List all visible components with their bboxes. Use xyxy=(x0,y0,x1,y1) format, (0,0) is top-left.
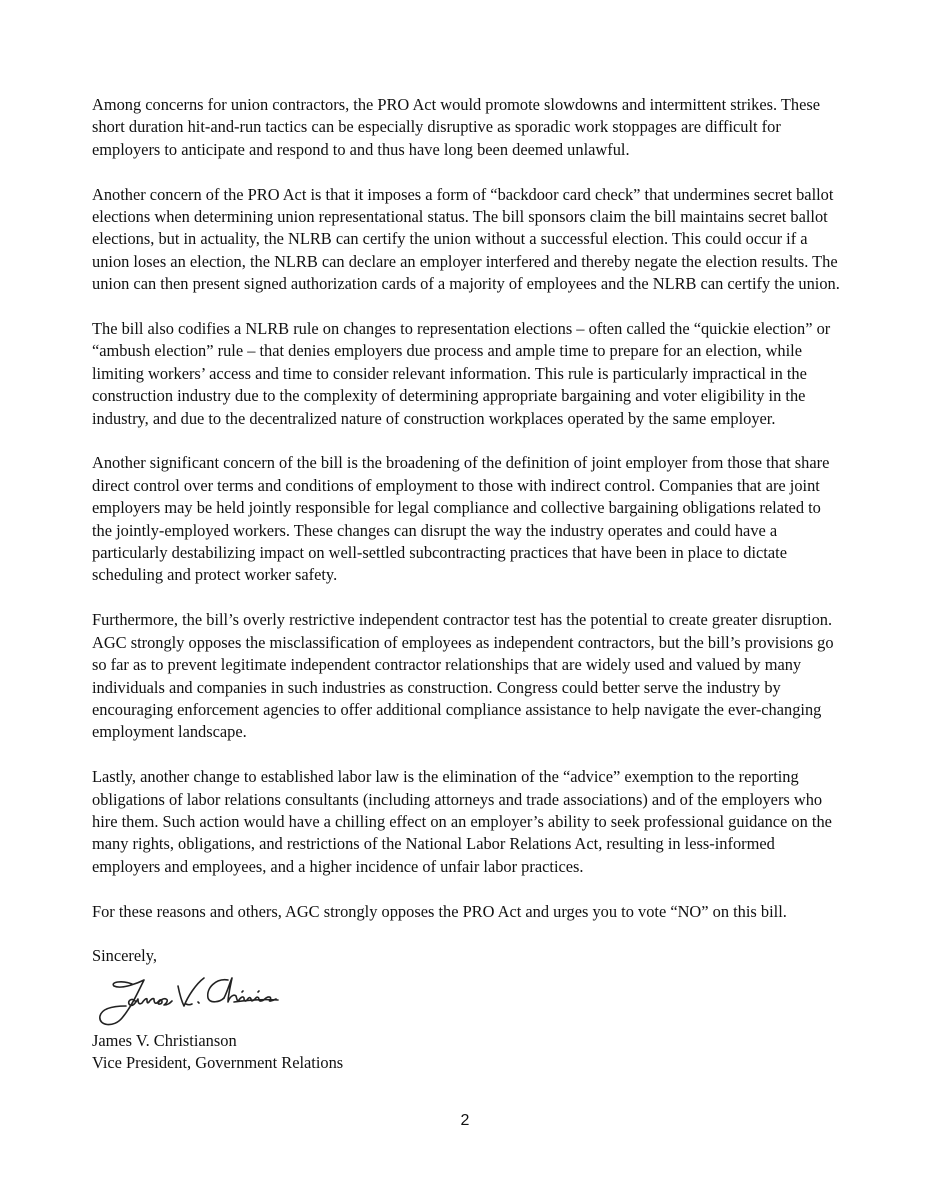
closing-salutation: Sincerely, xyxy=(92,946,157,966)
paragraph-joint-employer: Another significant concern of the bill is the broadening of the definition of joint employer from those that share direct control over terms and conditions of employment to those with indirect control. Companies that are joint employers may be held jointly responsible for legal compliance and collective bargaining obligations related to the jointly-employed workers. These changes can disrupt the way the industry operates and could have a particularly destabilizing impact on well-settled subcontracting practices that have been in place to dictate scheduling and protect worker safety. xyxy=(92,453,830,585)
paragraph-ambush-election: The bill also codifies a NLRB rule on changes to representation elections – often called the “quickie election” or “ambush election” rule – that denies employers due process and ample time to prepare for an election, while limiting workers’ access and time to consider relevant information. This rule is particularly impractical in the construction industry due to the complexity of determining appropriate bargaining and voter eligibility in the industry, and due to the decentralized nature of construction workplaces operated by the same employer. xyxy=(92,319,831,428)
signer-title: Vice President, Government Relations xyxy=(92,1053,344,1073)
page-number: 2 xyxy=(460,1112,470,1129)
handwritten-signature xyxy=(92,972,282,1030)
signer-name: James V. Christianson xyxy=(92,1030,237,1050)
letter-body xyxy=(92,94,842,1075)
paragraph-advice-exemption: Lastly, another change to established labor law is the elimination of the “advice” exemption to the reporting obligations of labor relations consultants (including attorneys and trade associations) and of the employers who hire them. Such action would have a chilling effect on an employer’s ability to seek professional guidance on the many rights, obligations, and restrictions of the National Labor Relations Act, resulting in less-informed employers and employees, and a higher incidence of unfair labor practices. xyxy=(92,767,832,876)
paragraph-card-check: Another concern of the PRO Act is that it imposes a form of “backdoor card check” that undermines secret ballot elections when determining union representational status. The bill sponsors claim the bill maintains secret ballot elections, but in actuality, the NLRB can certify the union without a successful election. This could occur if a union loses an election, the NLRB can declare an employer interfered and thereby negate the election results. The union can then present signed authorization cards of a majority of employees and the NLRB can certify the union. xyxy=(92,184,840,294)
paragraph-slowdowns: Among concerns for union contractors, the PRO Act would promote slowdowns and intermittent strikes. These short duration hit-and-run tactics can be especially disruptive as sporadic work stoppages are difficult for employers to anticipate and respond to and thus have long been deemed unlawful. xyxy=(92,95,821,159)
paragraph-independent-contractor: Furthermore, the bill’s overly restrictive independent contractor test has the potential to create greater disruption. AGC strongly opposes the misclassification of employees as independent contractors, but the bill’s provisions go so far as to prevent legitimate independent contractor relationships that are widely used and valued by many individuals and companies in such industries as construction. Congress could better serve the industry by encouraging enforcement agencies to offer additional compliance assistance to help navigate the ever-changing employment landscape. xyxy=(92,610,834,742)
paragraph-conclusion: For these reasons and others, AGC strongly opposes the PRO Act and urges you to vote “NO” on this bill. xyxy=(92,901,787,921)
